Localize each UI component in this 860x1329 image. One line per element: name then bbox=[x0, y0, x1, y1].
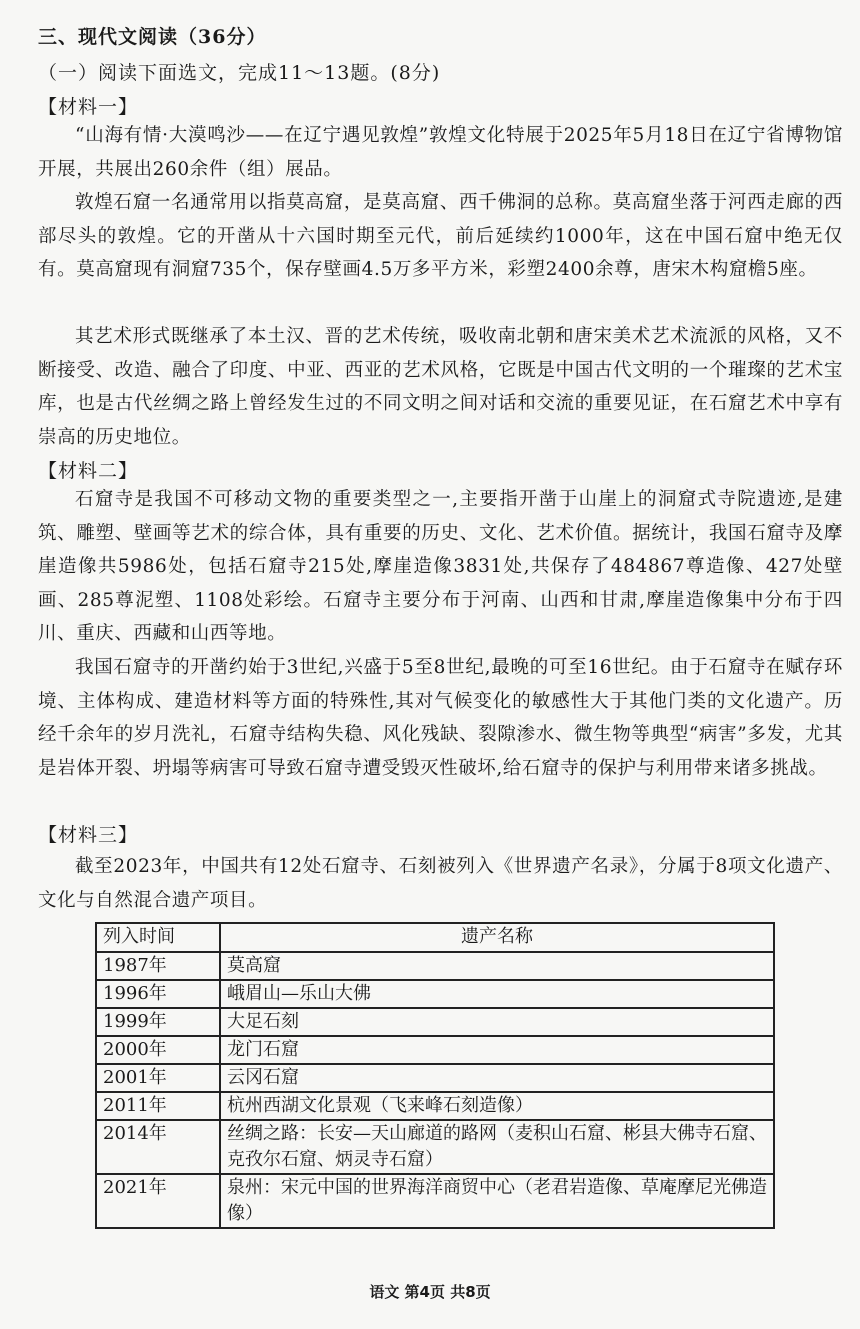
table-row bbox=[96, 1008, 774, 1036]
heritage-name-cell: 泉州：宋元中国的世界海洋商贸中心（老君岩造像、草庵摩尼光佛造像） bbox=[220, 1174, 774, 1228]
material-2-paragraph-2: 我国石窟寺的开凿约始于3世纪,兴盛于5至8世纪,最晚的可至16世纪。由于石窟寺在赋存环境、主体构成、建造材料等方面的特殊性,其对气候变化的敏感性大于其他门类的文化遗产。历经千余年的岁月洗礼，石窟寺结构失稳、风化残缺、裂隙渗水、微生物等典型“病害”多发，尤其是岩体开裂、坍塌等病害可导致石窟寺遭受毁灭性破坏,给石窟寺的保护与利用带来诸多挑战。 bbox=[38, 657, 843, 779]
section-title: 三、现代文阅读（36分） bbox=[38, 26, 267, 48]
material-1-paragraph-3: 其艺术形式既继承了本土汉、晋的艺术传统，吸收南北朝和唐宋美术艺术流派的风格，又不断接受、改造、融合了印度、中亚、西亚的艺术风格，它既是中国古代文明的一个璀璨的艺术宝库，也是古代丝绸之路上曾经发生过的不同文明之间对话和交流的重要见证，在石窟艺术中享有崇高的历史地位。 bbox=[38, 326, 843, 448]
material-2-paragraph-1: 石窟寺是我国不可移动文物的重要类型之一,主要指开凿于山崖上的洞窟式寺院遗迹,是建筑、雕塑、壁画等艺术的综合体，具有重要的历史、文化、艺术价值。据统计，我国石窟寺及摩崖造像共5986处，包括石窟寺215处,摩崖造像3831处,共保存了484867尊造像、427处壁画、285尊泥塑、1108处彩绘。石窟寺主要分布于河南、山西和甘肃,摩崖造像集中分布于四川、重庆、西藏和山西等地。 bbox=[38, 489, 843, 644]
heritage-name-cell: 杭州西湖文化景观（飞来峰石刻造像） bbox=[220, 1092, 774, 1120]
page-footer: 语文 第4页 共8页 bbox=[369, 1283, 491, 1301]
material-1-paragraph-2: 敦煌石窟一名通常用以指莫高窟，是莫高窟、西千佛洞的总称。莫高窟坐落于河西走廊的西部尽头的敦煌。它的开凿从十六国时期至元代，前后延续约1000年，这在中国石窟中绝无仅有。莫高窟现有洞窟735个，保存壁画4.5万多平方米，彩塑2400余尊，唐宋木构窟檐5座。 bbox=[38, 192, 843, 280]
year-cell: 2021年 bbox=[96, 1174, 220, 1228]
material-1-paragraph-1: “山海有情·大漠鸣沙——在辽宁遇见敦煌”敦煌文化特展于2025年5月18日在辽宁省博物馆开展，共展出260余件（组）展品。 bbox=[38, 125, 843, 180]
heritage-name-cell: 大足石刻 bbox=[220, 1008, 774, 1036]
table-row bbox=[96, 1036, 774, 1064]
heritage-name-cell: 丝绸之路：长安—天山廊道的路网（麦积山石窟、彬县大佛寺石窟、克孜尔石窟、炳灵寺石窟） bbox=[220, 1120, 774, 1174]
heritage-name-cell: 莫高窟 bbox=[220, 952, 774, 980]
header-listing-year: 列入时间 bbox=[96, 923, 220, 952]
heritage-list-table bbox=[95, 922, 775, 1229]
year-cell: 2014年 bbox=[96, 1120, 220, 1174]
year-cell: 2001年 bbox=[96, 1064, 220, 1092]
material-3-paragraph-1: 截至2023年，中国共有12处石窟寺、石刻被列入《世界遗产名录》，分属于8项文化遗产、文化与自然混合遗产项目。 bbox=[38, 856, 843, 911]
table-row bbox=[96, 1174, 774, 1228]
material-2-label: 【材料二】 bbox=[38, 460, 139, 482]
table-row bbox=[96, 1120, 774, 1174]
table-row bbox=[96, 980, 774, 1008]
heritage-name-cell: 龙门石窟 bbox=[220, 1036, 774, 1064]
heritage-name-cell: 云冈石窟 bbox=[220, 1064, 774, 1092]
heritage-name-cell: 峨眉山—乐山大佛 bbox=[220, 980, 774, 1008]
header-heritage-name: 遗产名称 bbox=[220, 923, 774, 952]
question-group-title: （一）阅读下面选文，完成11～13题。(8分) bbox=[38, 62, 441, 84]
year-cell: 1999年 bbox=[96, 1008, 220, 1036]
table-row bbox=[96, 1064, 774, 1092]
year-cell: 1987年 bbox=[96, 952, 220, 980]
table-header-row bbox=[96, 923, 774, 952]
year-cell: 2011年 bbox=[96, 1092, 220, 1120]
year-cell: 2000年 bbox=[96, 1036, 220, 1064]
material-1-label: 【材料一】 bbox=[38, 96, 139, 118]
year-cell: 1996年 bbox=[96, 980, 220, 1008]
table-row bbox=[96, 1092, 774, 1120]
table-row bbox=[96, 952, 774, 980]
material-3-label: 【材料三】 bbox=[38, 824, 139, 846]
